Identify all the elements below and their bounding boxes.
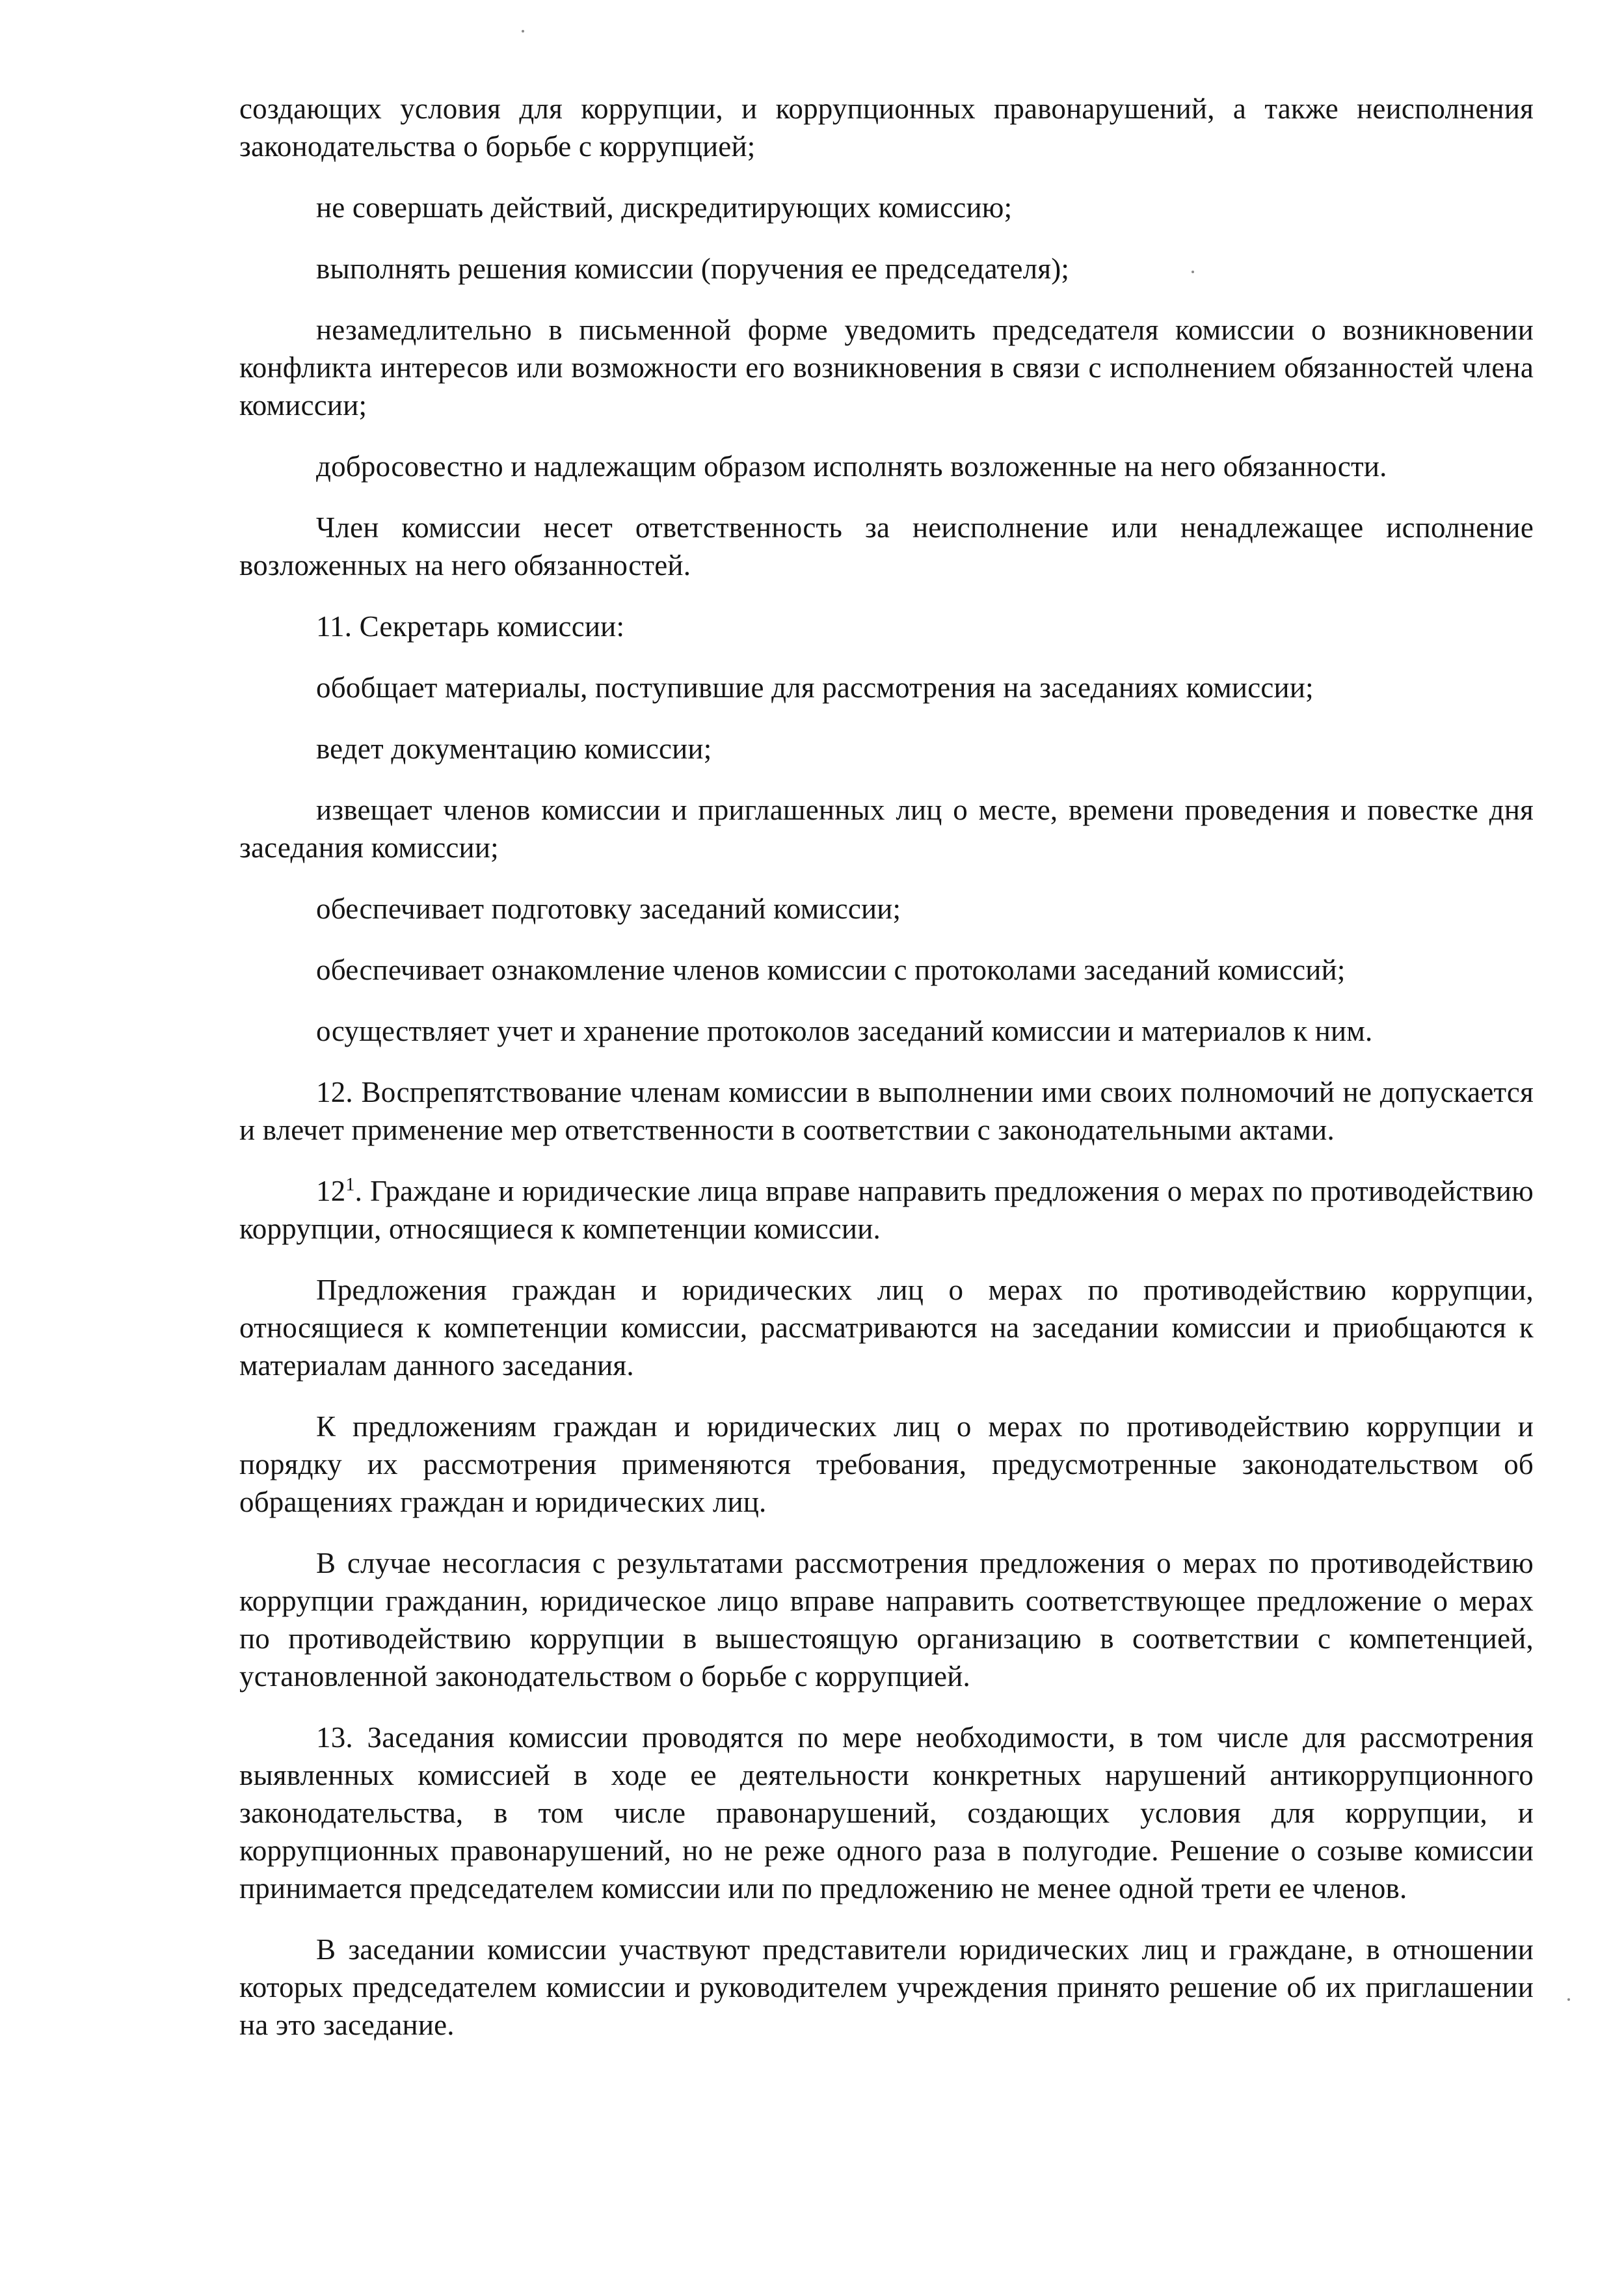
paragraph-obstruction: 12. Воспрепятствование членам комиссии в выполнении ими своих полномочий не допускается и влечет применение мер ответственности в соответствии с законодательными актами. xyxy=(239,1076,1534,1146)
paragraph-continuation: создающих условия для коррупции, и коррупционных правонарушений, а также неисполнения законодательства о борьбе с коррупцией; xyxy=(239,92,1534,163)
paragraph-secretary-protocols: обеспечивает ознакомление членов комиссии с протоколами заседаний комиссий; xyxy=(316,954,1346,986)
scan-speck xyxy=(1567,1998,1570,2001)
paragraph-secretary-heading: 11. Секретарь комиссии: xyxy=(316,610,625,643)
paragraph-citizen-proposals xyxy=(239,1172,1534,1248)
scan-speck xyxy=(522,30,524,33)
paragraph-proposals-review: Предложения граждан и юридических лиц о мерах по противодействию коррупции, относящиеся к компетенции комиссии, рассматриваются на заседании комиссии и приобщаются к материалам данного заседания. xyxy=(239,1274,1534,1382)
paragraph-proposals-requirements: К предложениям граждан и юридических лиц о мерах по противодействию коррупции и порядку их рассмотрения применяются требования, предусмотренные законодательством об обращениях граждан и юридических лиц. xyxy=(239,1410,1534,1518)
paragraph-secretary-storage: осуществляет учет и хранение протоколов заседаний комиссии и материалов к ним. xyxy=(316,1015,1373,1047)
paragraph-duty-no-discredit: не совершать действий, дискредитирующих комиссию; xyxy=(316,191,1013,224)
paragraph-secretary-prepares: обеспечивает подготовку заседаний комиссии; xyxy=(316,892,901,925)
paragraph-duty-diligence: добросовестно и надлежащим образом исполнять возложенные на него обязанности. xyxy=(316,450,1387,483)
paragraph-secretary-summarizes: обобщает материалы, поступившие для рассмотрения на заседаниях комиссии; xyxy=(316,671,1314,704)
clause-text: . Граждане и юридические лица вправе направить предложения о мерах по противодействию коррупции, относящиеся к компетенции комиссии. xyxy=(239,1175,1534,1245)
paragraph-meetings: 13. Заседания комиссии проводятся по мере необходимости, в том числе для рассмотрения выявленных комиссией в ходе ее деятельности конкретных нарушений антикоррупционного законодательства, в том числе правонарушений, создающих условия для коррупции, и коррупционных правонарушений, но не реже одного раза в полугодие. Решение о созыве комиссии принимается председателем комиссии или по предложению не менее одной трети ее членов. xyxy=(239,1721,1534,1905)
paragraph-duty-notify-conflict: незамедлительно в письменной форме уведомить председателя комиссии о возникновении конфликта интересов или возможности его возникновения в связи с исполнением обязанностей члена комиссии; xyxy=(239,314,1534,422)
paragraph-participants: В заседании комиссии участвуют представители юридических лиц и граждане, в отношении которых председателем комиссии и руководителем учреждения принято решение об их приглашении на это заседание. xyxy=(239,1933,1534,2041)
paragraph-duty-execute-decisions: выполнять решения комиссии (поручения ее председателя); xyxy=(316,252,1070,285)
paragraph-secretary-documentation: ведет документацию комиссии; xyxy=(316,732,712,765)
document-body xyxy=(239,90,1534,2067)
paragraph-secretary-notifies: извещает членов комиссии и приглашенных лиц о месте, времени проведения и повестке дня заседания комиссии; xyxy=(239,794,1534,864)
clause-number: 12 xyxy=(316,1175,346,1207)
paragraph-disagreement: В случае несогласия с результатами рассмотрения предложения о мерах по противодействию коррупции гражданин, юридическое лицо вправе направить соответствующее предложение о мерах по противодействию коррупции в вышестоящую организацию в соответствии с компетенцией, установленной законодательством о борьбе с коррупцией. xyxy=(239,1547,1534,1693)
paragraph-member-responsibility: Член комиссии несет ответственность за неисполнение или ненадлежащее исполнение возложенных на него обязанностей. xyxy=(239,511,1534,582)
clause-superscript: 1 xyxy=(345,1175,355,1195)
